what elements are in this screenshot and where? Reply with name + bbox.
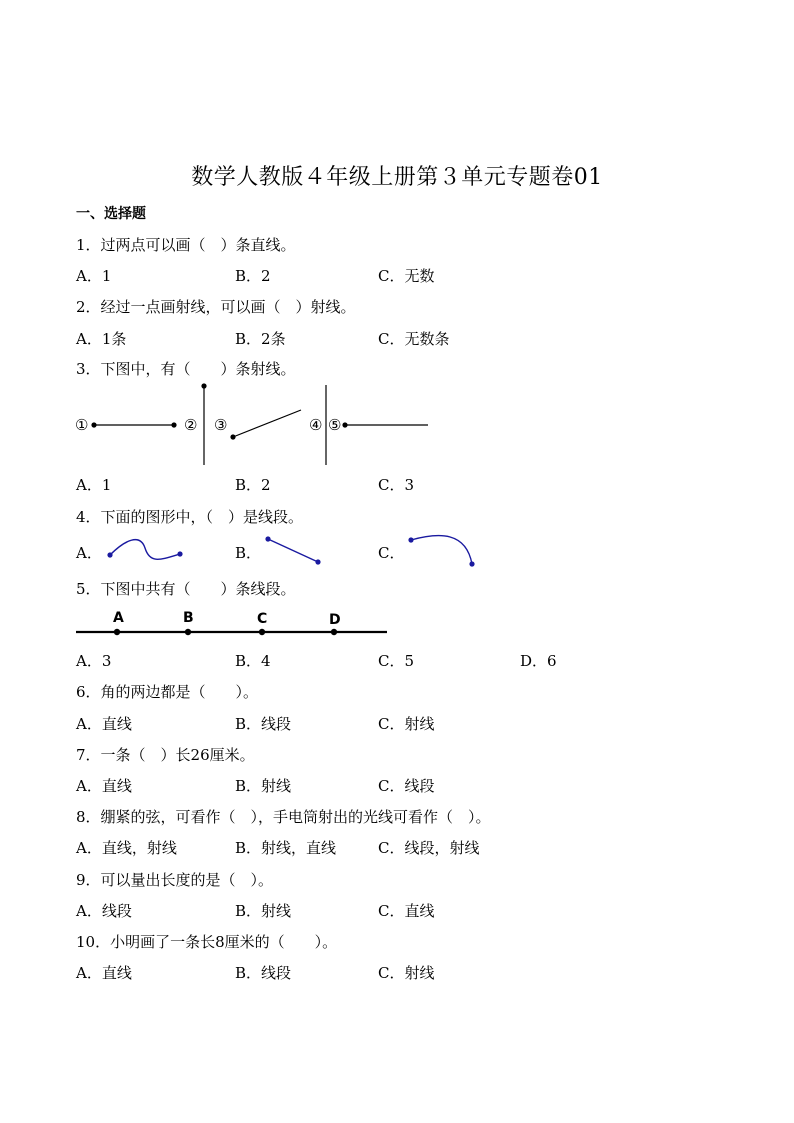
q8-option-b: B．射线，直线 — [235, 839, 337, 857]
q10-option-c: C．射线 — [378, 964, 435, 982]
q4-option-b: B． — [235, 544, 262, 562]
q7-option-a: A．直线 — [76, 777, 132, 795]
q7-option-b: B．射线 — [235, 777, 292, 795]
q3-option-a: A．1 — [76, 476, 112, 494]
q7-option-c: C．线段 — [378, 777, 435, 795]
question-10: 10．小明画了一条长8厘米的（ ）。 — [76, 933, 338, 951]
q10-option-b: B．线段 — [235, 964, 292, 982]
q2-option-a: A．1条 — [76, 330, 127, 348]
q5-point-b — [185, 629, 191, 635]
question-7: 7．一条（ ）长26厘米。 — [76, 746, 255, 764]
q9-option-b: B．射线 — [235, 902, 292, 920]
question-3: 3．下图中，有（ ）条射线。 — [76, 360, 296, 378]
q3-label-2: ② — [184, 416, 198, 434]
q5-point-d — [331, 629, 337, 635]
q5-label-b: B — [183, 610, 194, 626]
q1-option-c: C．无数 — [378, 267, 435, 285]
question-9: 9．可以量出长度的是（ ）。 — [76, 871, 274, 889]
q1-option-b: B．2 — [235, 267, 271, 285]
q5-point-c — [259, 629, 265, 635]
question-8: 8．绷紧的弦，可看作（ ），手电筒射出的光线可看作（ ）。 — [76, 808, 491, 826]
q6-option-b: B．线段 — [235, 715, 292, 733]
q6-option-c: C．射线 — [378, 715, 435, 733]
q5-label-a: A — [113, 610, 124, 626]
q8-option-c: C．线段，射线 — [378, 839, 480, 857]
q5-point-a — [114, 629, 120, 635]
q5-option-d: D．6 — [520, 652, 557, 670]
q9-option-a: A．线段 — [76, 902, 132, 920]
section-heading: 一、选择题 — [76, 206, 146, 222]
question-5: 5．下图中共有（ ）条线段。 — [76, 580, 296, 598]
q5-option-a: A．3 — [76, 652, 112, 670]
question-1: 1．过两点可以画（ ）条直线。 — [76, 236, 296, 254]
q4-option-a: A． — [76, 544, 102, 562]
question-4: 4．下面的图形中，（ ）是线段。 — [76, 508, 304, 526]
q5-option-b: B．4 — [235, 652, 271, 670]
page-title: 数学人教版４年级上册第３单元专题卷01 — [191, 165, 603, 190]
q5-label-d: D — [329, 612, 341, 628]
question-6: 6．角的两边都是（ ）。 — [76, 683, 259, 701]
q3-label-5: ⑤ — [328, 416, 342, 434]
q3-option-b: B．2 — [235, 476, 271, 494]
q5-label-c: C — [257, 611, 268, 627]
q2-option-b: B．2条 — [235, 330, 286, 348]
q6-option-a: A．直线 — [76, 715, 132, 733]
q3-option-c: C．3 — [378, 476, 415, 494]
q1-option-a: A．1 — [76, 267, 112, 285]
q8-option-a: A．直线，射线 — [76, 839, 177, 857]
q3-label-3: ③ — [214, 416, 228, 434]
q10-option-a: A．直线 — [76, 964, 132, 982]
question-2: 2．经过一点画射线，可以画（ ）射线。 — [76, 298, 356, 316]
q3-label-1: ① — [75, 416, 89, 434]
q2-option-c: C．无数条 — [378, 330, 450, 348]
q3-label-4: ④ — [309, 416, 323, 434]
q5-option-c: C．5 — [378, 652, 415, 670]
q9-option-c: C．直线 — [378, 902, 435, 920]
q4-option-c: C． — [378, 544, 405, 562]
